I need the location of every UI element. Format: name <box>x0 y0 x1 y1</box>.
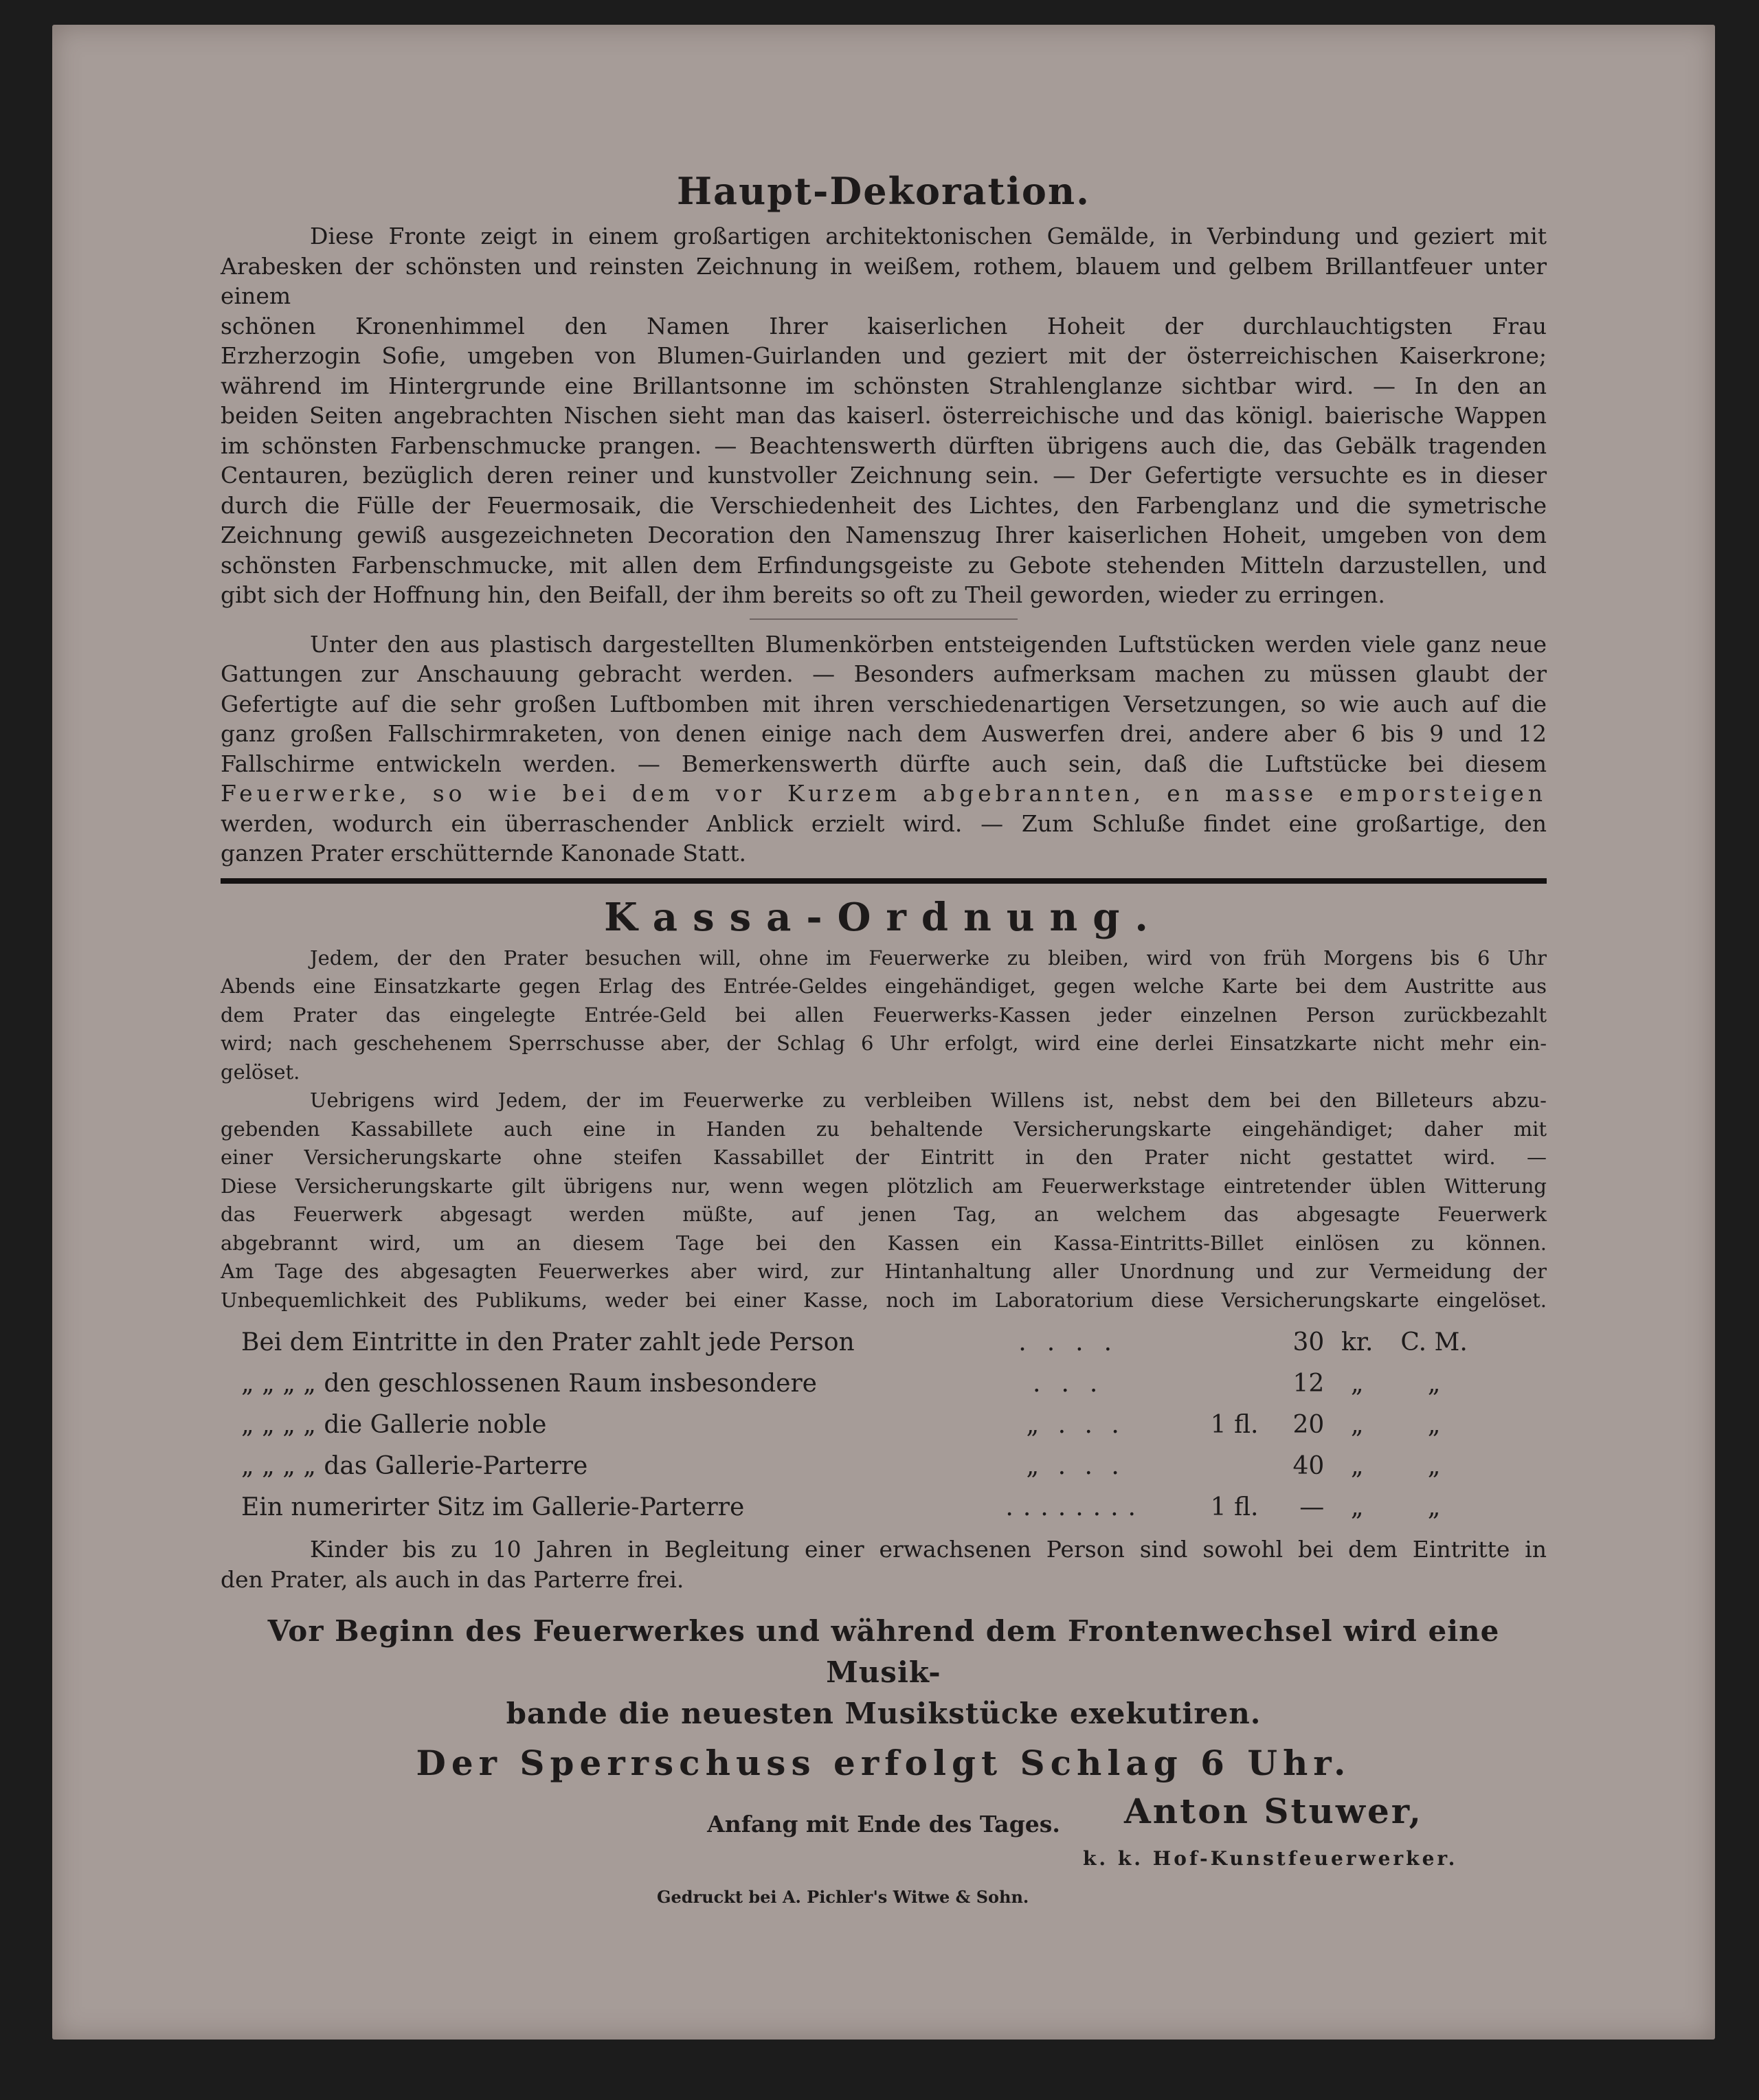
luft-line: Gattungen zur Anschauung gebracht werden. — Besonders aufmerksam machen zu müssen glaubt der <box>221 660 1547 687</box>
haupt-line: schönsten Farbenschmucke, mit allen dem Erfindungsgeiste zu Gebote stehenden Mitteln darzustellen, und <box>221 551 1547 579</box>
kassa-para1-line: wird; nach geschehenem Sperrschusse aber, der Schlag 6 Uhr erfolgt, wird eine derlei Einsatzkarte nicht mehr ein- <box>221 1031 1547 1055</box>
luft-line: werden, wodurch ein überraschender Anblick erzielt wird. — Zum Schluße findet eine großartige, den <box>221 809 1547 837</box>
price-unit: „ <box>1350 1410 1364 1439</box>
price-fl <box>1171 1363 1259 1404</box>
haupt-line: Erzherzogin Sofie, umgeben von Blumen-Guirlanden und geziert mit der österreichischen Kaiserkrone; <box>221 342 1547 369</box>
luft-line: Fallschirme entwickeln werden. — Bemerkenswerth dürfte auch sein, daß die Luftstücke bei diesem <box>221 750 1547 777</box>
price-unit: kr. <box>1341 1328 1374 1356</box>
price-currency: „ <box>1427 1493 1441 1521</box>
kassa-para2-line: Diese Versicherungskarte gilt übrigens nur, wenn wegen plötzlich am Feuerwerkstage eintretender üblen Witterung <box>221 1174 1547 1198</box>
kassa-para2-line: Uebrigens wird Jedem, der im Feuerwerke zu verbleiben Willens ist, nebst dem bei den Billeteurs abzu- <box>310 1088 1547 1112</box>
luft-line: ganz großen Fallschirmraketen, von denen einige nach dem Auswerfen drei, andere aber 6 bis 9 und 12 <box>221 720 1547 747</box>
price-desc: „ „ „ „ den geschlossenen Raum insbesondere <box>241 1369 817 1398</box>
price-currency: „ <box>1427 1451 1441 1480</box>
kassa-para2-line: Unbequemlichkeit des Publikums, weder bei einer Kasse, noch im Laboratorium diese Versicherungskarte eingelöset. <box>221 1288 1547 1312</box>
price-row <box>241 1363 1478 1404</box>
price-currency: C. M. <box>1400 1328 1468 1356</box>
price-row <box>241 1486 1478 1528</box>
haupt-line: im schönsten Farbenschmucke prangen. — Beachtenswerth dürften übrigens auch die, das Gebälk tragenden <box>221 432 1547 459</box>
haupt-line: Zeichnung gewiß ausgezeichneten Decoration den Namenszug Ihrer kaiserlichen Hoheit, umgeben von dem <box>221 522 1547 548</box>
price-row <box>241 1445 1478 1486</box>
price-unit: „ <box>1350 1369 1364 1398</box>
thick-divider <box>221 878 1547 884</box>
haupt-line: gibt sich der Hoffnung hin, den Beifall, der ihm bereits so oft zu Theil geworden, wieder zu erringen. <box>221 581 1385 608</box>
price-dots: .... <box>1018 1328 1133 1356</box>
price-row <box>241 1321 1478 1363</box>
sperrschuss-notice: Der Sperrschuss erfolgt Schlag 6 Uhr. <box>416 1743 1352 1783</box>
haupt-line: Diese Fronte zeigt in einem großartigen architektonischen Gemälde, in Verbindung und geziert mit <box>310 223 1547 249</box>
price-unit: „ <box>1350 1493 1364 1521</box>
kassa-ordnung-title: Kassa-Ordnung. <box>604 894 1163 940</box>
music-notice-line: bande die neuesten Musikstücke exekutiren. <box>506 1697 1262 1730</box>
haupt-dekoration-section <box>221 169 1547 1838</box>
kinder-line: Kinder bis zu 10 Jahren in Begleitung einer erwachsenen Person sind sowohl bei dem Eintritte in <box>310 1536 1547 1563</box>
signature-name: Anton Stuwer, <box>1124 1791 1423 1831</box>
price-currency: „ <box>1427 1410 1441 1439</box>
kassa-para1-line: dem Prater das eingelegte Entrée-Geld bei allen Feuerwerks-Kassen jeder einzelnen Person zurückbezahlt <box>221 1003 1547 1027</box>
printer-imprint: Gedruckt bei A. Pichler's Witwe & Sohn. <box>657 1887 1029 1907</box>
price-desc: „ „ „ „ das Gallerie-Parterre <box>241 1451 588 1480</box>
price-unit: „ <box>1350 1451 1364 1480</box>
price-dots: „ . . . <box>1026 1451 1125 1480</box>
music-notice-line: Vor Beginn des Feuerwerkes und während dem Frontenwechsel wird eine Musik- <box>267 1614 1500 1689</box>
kassa-para2-line: gebenden Kassabillete auch eine in Handen zu behaltende Versicherungskarte eingehändiget; daher mit <box>221 1117 1547 1141</box>
haupt-line: schönen Kronenhimmel den Namen Ihrer kaiserlichen Hoheit der durchlauchtigsten Frau <box>221 312 1547 339</box>
haupt-line: durch die Fülle der Feuermosaik, die Verschiedenheit des Lichtes, den Farbenglanz und die symetrische <box>221 491 1547 519</box>
haupt-line: beiden Seiten angebrachten Nischen sieht man das kaiserl. österreichische und das königl. baierische Wappen <box>221 402 1547 429</box>
anfang-notice: Anfang mit Ende des Tages. <box>707 1811 1060 1838</box>
price-desc: Ein numerirter Sitz im Gallerie-Parterre <box>241 1493 745 1521</box>
kassa-para1-line: Abends eine Einsatzkarte gegen Erlag des Entrée-Geldes eingehändiget, gegen welche Karte bei dem Austritte aus <box>221 974 1547 998</box>
haupt-line: Arabesken der schönsten und reinsten Zeichnung in weißem, rothem, blauem und gelbem Brillantfeuer unter einem <box>221 252 1547 309</box>
kassa-para2-line: das Feuerwerk abgesagt werden müßte, auf jenen Tag, an welchem das abgesagte Feuerwerk <box>221 1203 1547 1226</box>
price-kr: 40 <box>1292 1451 1325 1480</box>
haupt-line: Centauren, bezüglich deren reiner und kunstvoller Zeichnung sein. — Der Gefertigte versuchte es in dieser <box>221 462 1547 489</box>
price-kr: 20 <box>1292 1410 1325 1439</box>
price-kr: 30 <box>1292 1328 1325 1356</box>
price-kr: 12 <box>1292 1369 1325 1398</box>
haupt-line: während im Hintergrunde eine Brillantsonne im schönsten Strahlenglanze sichtbar wird. — In den an <box>221 372 1547 399</box>
luft-line: Unter den aus plastisch dargestellten Blumenkörben entsteigenden Luftstücken werden viele ganz neue <box>310 630 1547 658</box>
price-dots: ... <box>1033 1369 1119 1398</box>
price-dots: ........ <box>1005 1493 1145 1521</box>
luft-line: Gefertigte auf die sehr großen Luftbomben mit ihren verschiedenartigen Versetzungen, so wie auch auf die <box>221 690 1547 717</box>
kassa-para2-line: Am Tage des abgesagten Feuerwerkes aber wird, zur Hintanhaltung aller Unordnung und zur Vermeidung der <box>221 1260 1547 1283</box>
price-desc: Bei dem Eintritte in den Prater zahlt jede Person <box>241 1328 855 1356</box>
kassa-para2-line: einer Versicherungskarte ohne steifen Kassabillet der Eintritt in den Prater nicht gestattet wird. — <box>221 1146 1547 1169</box>
section-divider <box>750 618 1018 620</box>
haupt-dekoration-title: Haupt-Dekoration. <box>677 169 1090 213</box>
price-currency: „ <box>1427 1369 1441 1398</box>
kassa-para1-line: gelöset. <box>221 1060 300 1084</box>
signature-title: k. k. Hof-Kunstfeuerwerker. <box>1083 1847 1458 1870</box>
price-fl: 1 fl. <box>1210 1410 1259 1439</box>
price-fl: 1 fl. <box>1210 1493 1259 1521</box>
luft-line: ganzen Prater erschütternde Kanonade Statt. <box>221 840 746 867</box>
price-row <box>241 1404 1478 1445</box>
kinder-line: den Prater, als auch in das Parterre frei. <box>221 1565 684 1593</box>
luft-line: Feuerwerke, so wie bei dem vor Kurzem abgebrannten, en masse emporsteigen <box>221 780 1547 807</box>
price-fl <box>1171 1321 1259 1363</box>
price-fl <box>1171 1445 1259 1486</box>
poster-sheet <box>52 25 1715 2040</box>
price-table <box>241 1321 1478 1528</box>
price-dots: „ . . . <box>1026 1410 1125 1439</box>
kassa-para2-line: abgebrannt wird, um an diesem Tage bei den Kassen ein Kassa-Eintritts-Billet einlösen zu können. <box>221 1231 1547 1255</box>
price-kr: — <box>1299 1493 1325 1521</box>
kassa-para1-line: Jedem, der den Prater besuchen will, ohne im Feuerwerke zu bleiben, wird von früh Morgens bis 6 Uhr <box>310 946 1547 970</box>
price-desc: „ „ „ „ die Gallerie noble <box>241 1410 547 1439</box>
